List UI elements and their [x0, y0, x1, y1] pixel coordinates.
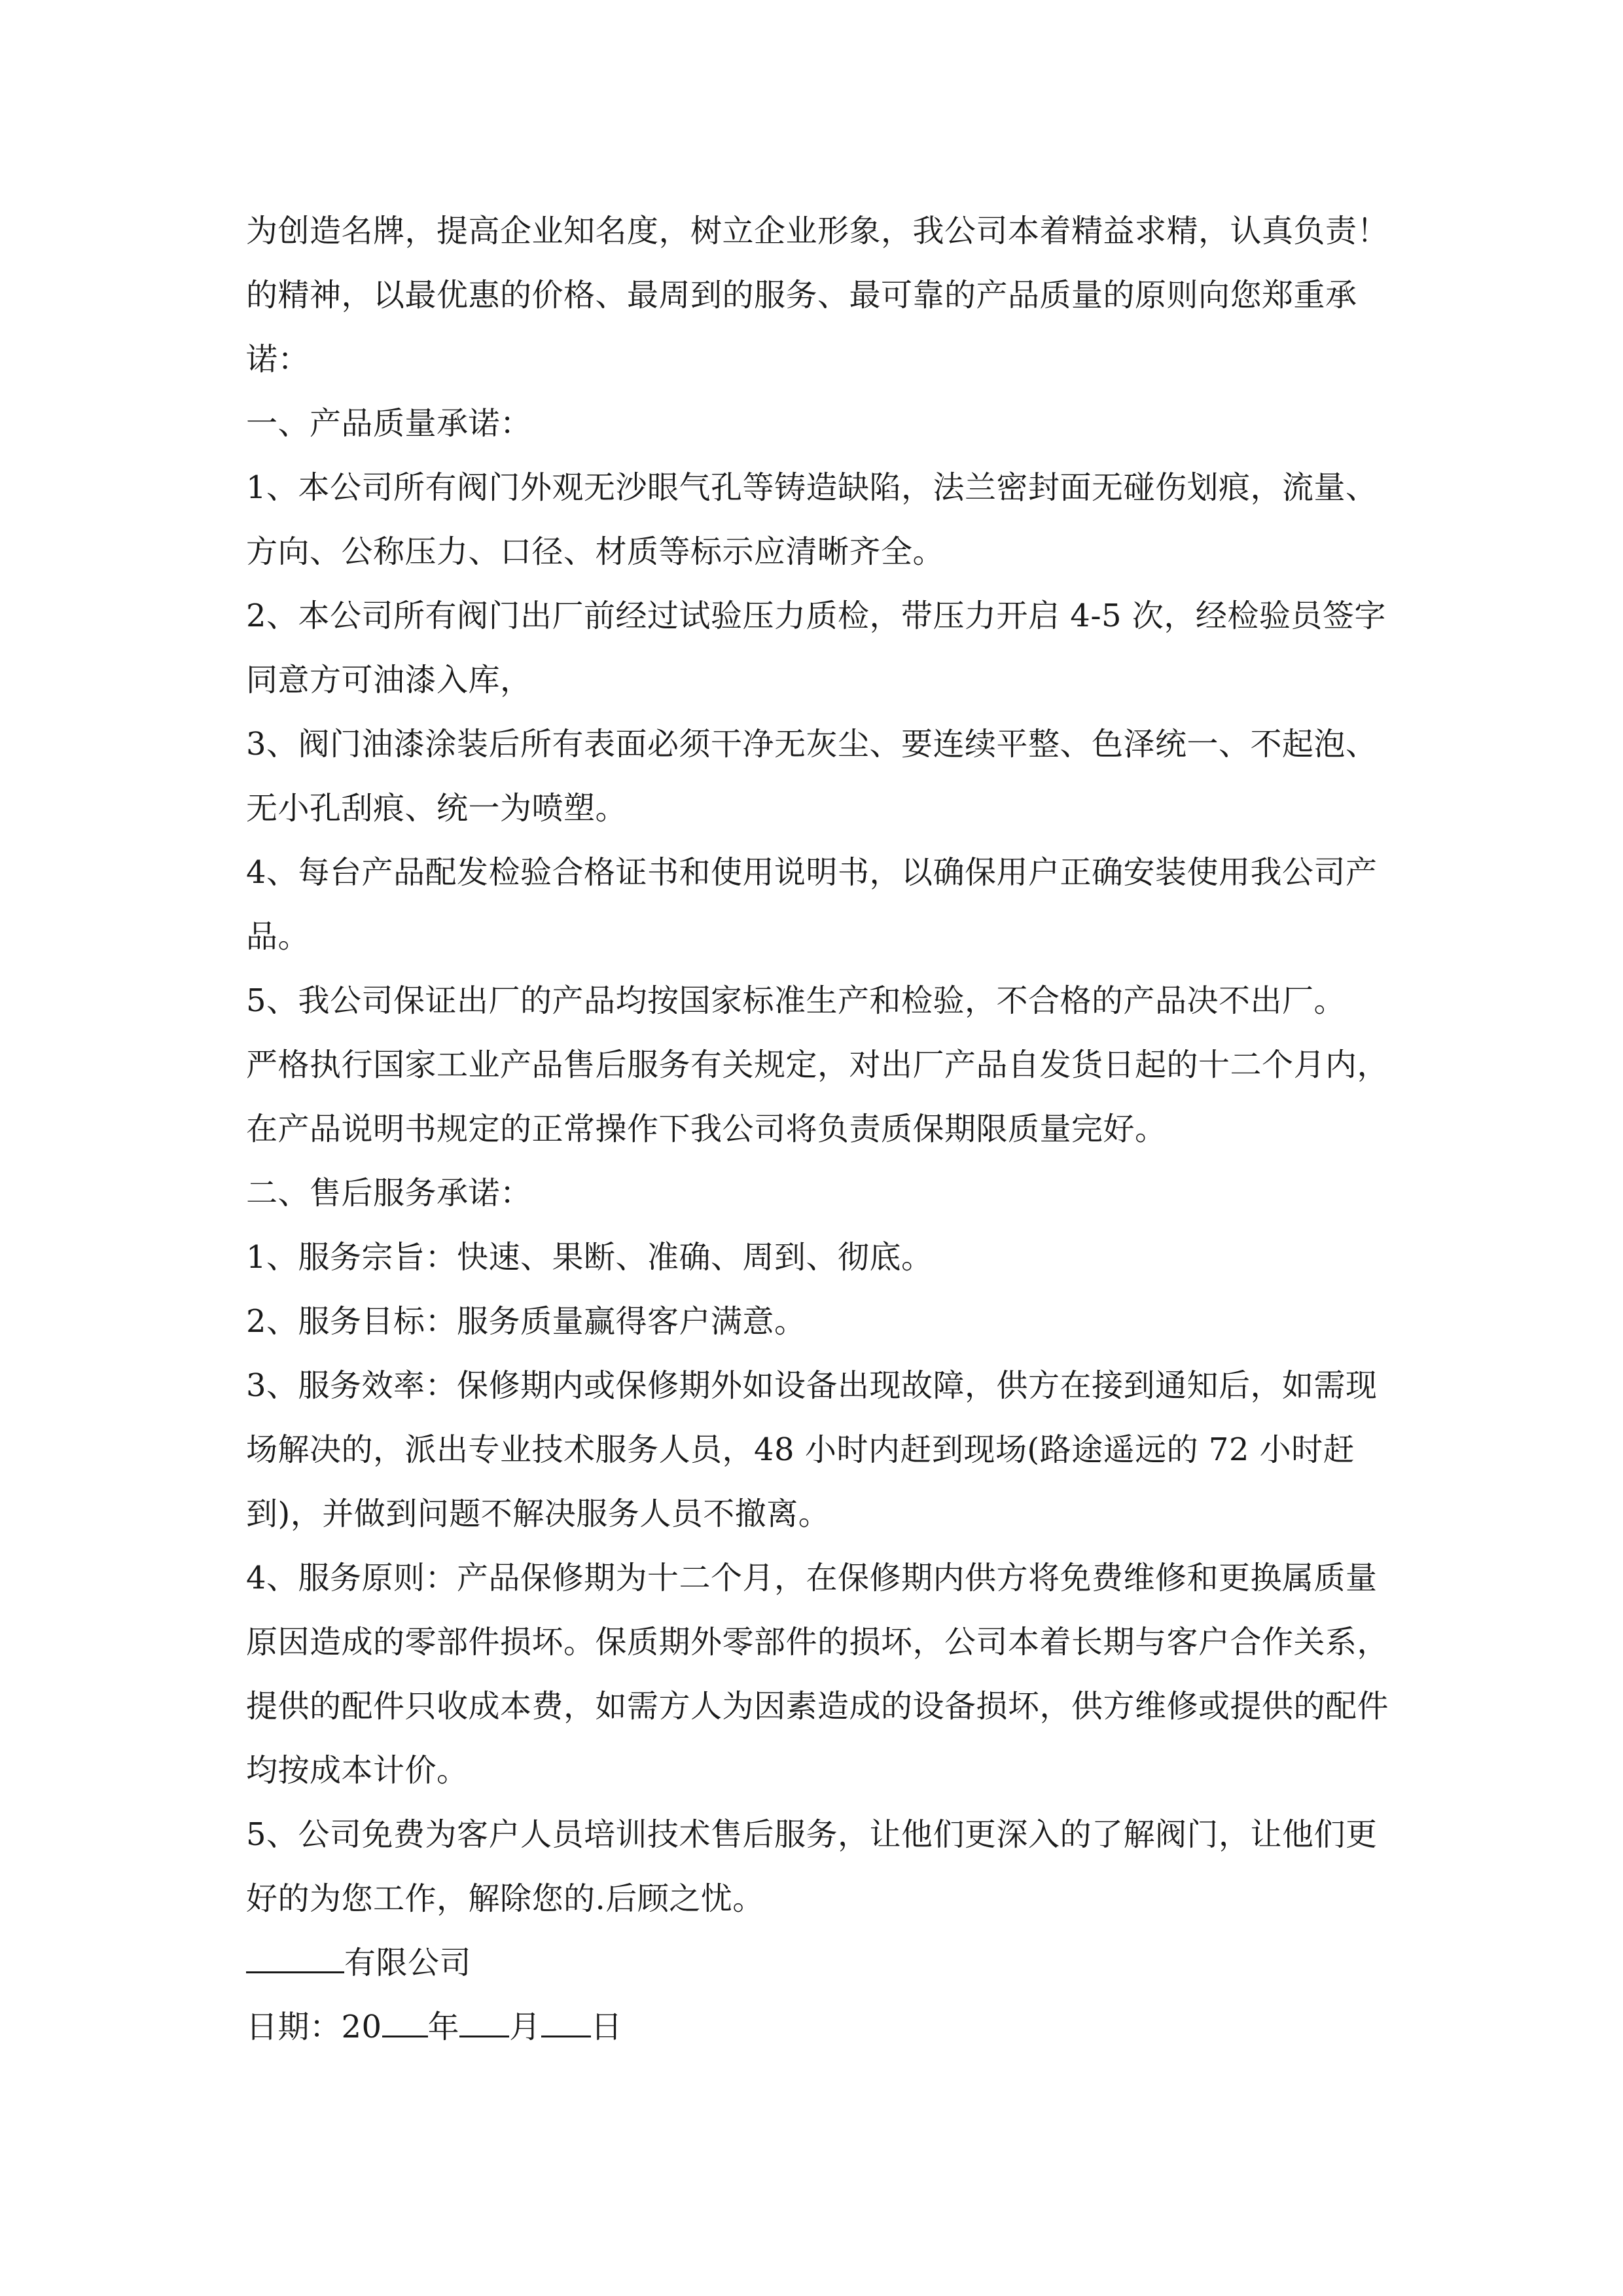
quality-item-1: 1、本公司所有阀门外观无沙眼气孔等铸造缺陷，法兰密封面无碰伤划痕，流量、方向、公称压力、口径、材质等标示应清晰齐全。 [246, 469, 1378, 570]
quality-item-4: 4、每台产品配发检验合格证书和使用说明书，以确保用户正确安装使用我公司产品。 [246, 854, 1378, 955]
document-body [246, 199, 1398, 2059]
quality-item-3: 3、阀门油漆涂装后所有表面必须干净无灰尘、要连续平整、色泽统一、不起泡、无小孔刮痕、统一为喷塑。 [246, 726, 1378, 827]
month-blank [459, 2005, 509, 2037]
service-item-4: 4、服务原则：产品保修期为十二个月，在保修期内供方将免费维修和更换属质量原因造成的零部件损坏。保质期外零部件的损坏，公司本着长期与客户合作关系，提供的配件只收成本费，如需方人为因素造成的设备损坏，供方维修或提供的配件均按成本计价。 [246, 1560, 1389, 1789]
service-item-2: 2、服务目标：服务质量赢得客户满意。 [246, 1303, 806, 1340]
intro-paragraph: 为创造名牌，提高企业知名度，树立企业形象，我公司本着精益求精，认真负责！的精神，以最优惠的价格、最周到的服务、最可靠的产品质量的原则向您郑重承诺： [246, 213, 1389, 378]
service-item-3: 3、服务效率：保修期内或保修期外如设备出现故障，供方在接到通知后，如需现场解决的，派出专业技术服务人员，48 小时内赶到现场(路途遥远的 72 小时赶到)，并做到问题不解决服务人员不撤离。 [246, 1367, 1378, 1532]
month-label: 月 [509, 2009, 541, 2045]
year-label: 年 [427, 2009, 460, 2045]
date-label: 日期：20 [246, 2009, 382, 2045]
company-suffix: 有限公司 [344, 1945, 472, 1981]
quality-item-5: 5、我公司保证出厂的产品均按国家标准生产和检验，不合格的产品决不出厂。 [246, 982, 1346, 1019]
section-heading-quality: 一、产品质量承诺： [246, 405, 532, 442]
day-label: 日 [590, 2009, 623, 2045]
company-signature-line [246, 1931, 1398, 1995]
day-blank [541, 2005, 591, 2037]
section-heading-service: 二、售后服务承诺： [246, 1175, 532, 1211]
date-line [246, 1995, 1398, 2059]
quality-note: 严格执行国家工业产品售后服务有关规定，对出厂产品自发货日起的十二个月内，在产品说明书规定的正常操作下我公司将负责质保期限质量完好。 [246, 1047, 1389, 1147]
quality-item-2: 2、本公司所有阀门出厂前经过试验压力质检，带压力开启 4-5 次，经检验员签字同意方可油漆入库， [246, 598, 1386, 698]
service-item-5: 5、公司免费为客户人员培训技术售后服务，让他们更深入的了解阀门，让他们更好的为您工作，解除您的.后顾之忧。 [246, 1816, 1378, 1917]
service-item-1: 1、服务宗旨：快速、果断、准确、周到、彻底。 [246, 1239, 933, 1276]
company-name-blank [246, 1941, 344, 1973]
year-blank [382, 2005, 428, 2037]
